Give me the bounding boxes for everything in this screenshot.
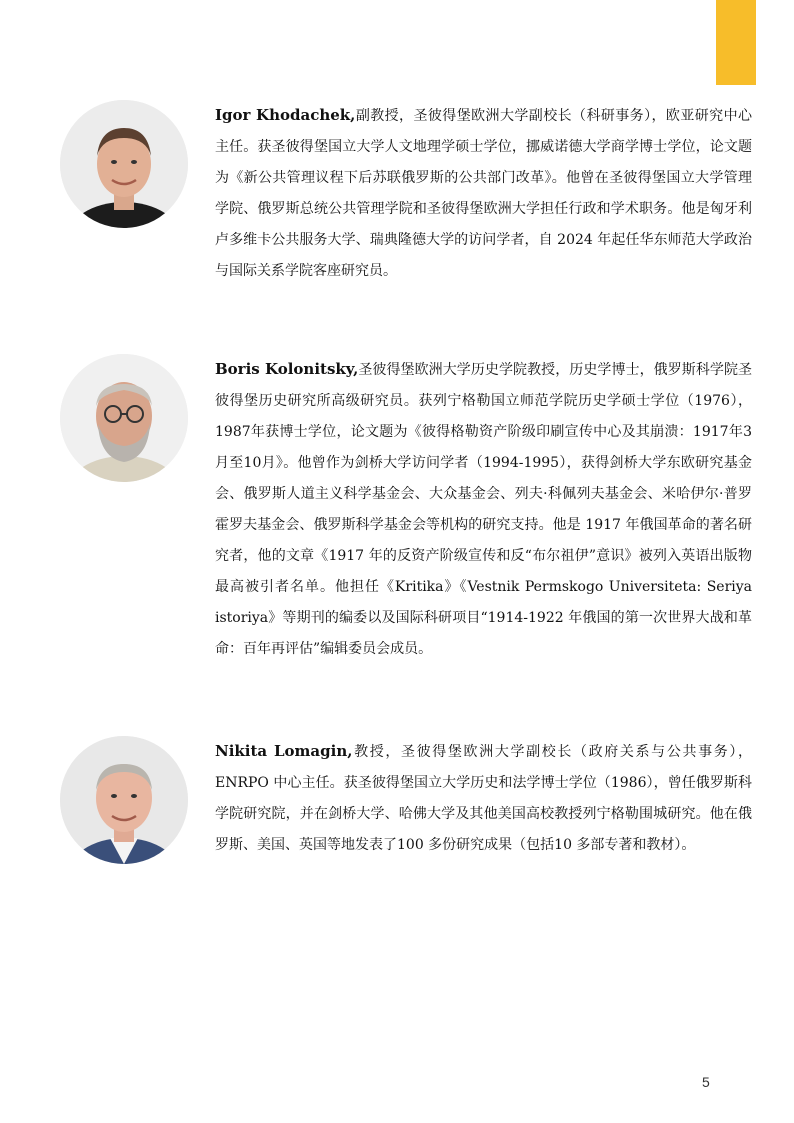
portrait-image: [60, 354, 188, 482]
portrait-photo: [60, 100, 188, 228]
portrait-photo: [60, 354, 188, 482]
profile-boris-kolonitsky: [60, 354, 752, 694]
person-name: Boris Kolonitsky,: [215, 360, 359, 378]
portrait-photo: [60, 736, 188, 864]
profile-igor-khodachek: [60, 100, 752, 320]
bio-text: [215, 100, 752, 287]
person-name: Igor Khodachek,: [215, 106, 356, 124]
portrait-image: [60, 736, 188, 864]
accent-bar: [716, 0, 756, 85]
bio-body: 教授，圣彼得堡欧洲大学副校长（政府关系与公共事务），ENRPO 中心主任。获圣彼得堡国立大学历史和法学博士学位（1986），曾任俄罗斯科学院研究院，并在剑桥大学、哈佛大学及其他美国高校教授列宁格勒围城研究。他在俄罗斯、美国、英国等地发表了100 多份研究成果（包括10 多部专著和教材）。: [215, 744, 753, 853]
profile-nikita-lomagin: [60, 736, 752, 896]
bio-body: 副教授，圣彼得堡欧洲大学副校长（科研事务），欧亚研究中心主任。获圣彼得堡国立大学人文地理学硕士学位，挪威诺德大学商学博士学位，论文题为《新公共管理议程下后苏联俄罗斯的公共部门改革》。他曾在圣彼得堡国立大学管理学院、俄罗斯总统公共管理学院和圣彼得堡欧洲大学担任行政和学术职务。他是匈牙利卢多维卡公共服务大学、瑞典隆德大学的访问学者，自 2024 年起任华东师范大学政治与国际关系学院客座研究员。: [215, 108, 752, 279]
bio-text: [215, 354, 752, 665]
page-number: 5: [702, 1074, 710, 1090]
person-name: Nikita Lomagin,: [215, 742, 353, 760]
bio-body: 圣彼得堡欧洲大学历史学院教授，历史学博士，俄罗斯科学院圣彼得堡历史研究所高级研究员。获列宁格勒国立师范学院历史学硕士学位（1976），1987年获博士学位，论文题为《彼得格勒资产阶级印刷宣传中心及其崩溃：1917年3月至10月》。他曾作为剑桥大学访问学者（1994-1995），获得剑桥大学东欧研究基金会、俄罗斯人道主义科学基金会、大众基金会、列夫·科佩列夫基金会、米哈伊尔·普罗霍罗夫基金会、俄罗斯科学基金会等机构的研究支持。他是 1917 年俄国革命的著名研究者，他的文章《1917 年的反资产阶级宣传和反“布尔祖伊”意识》被列入英语出版物最高被引者名单。他担任《Kritika》《Vestnik Permskogo Universiteta: Seriya istoriya》等期刊的编委以及国际科研项目“1914-1922 年俄国的第一次世界大战和革命：百年再评估”编辑委员会成员。: [215, 362, 753, 657]
portrait-image: [60, 100, 188, 228]
bio-text: [215, 736, 752, 861]
